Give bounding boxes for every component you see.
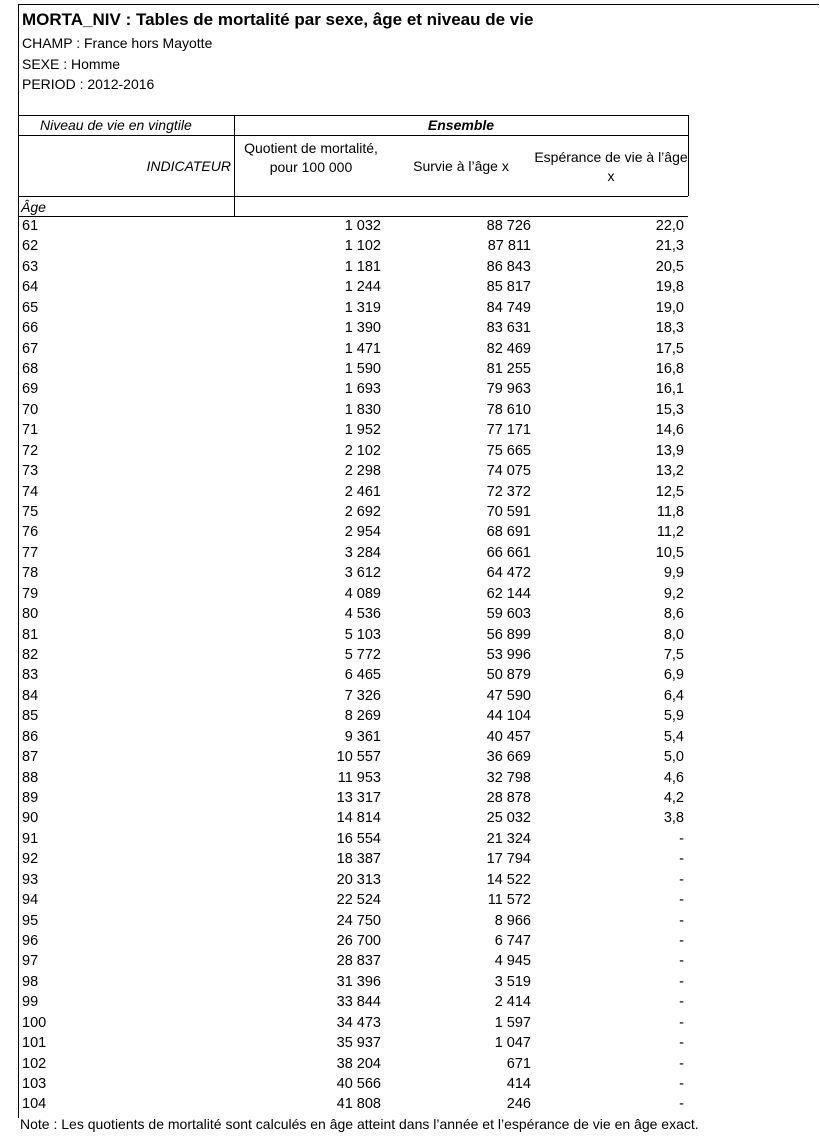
survie-cell: 32 798 [486, 769, 531, 786]
table-row [18, 911, 688, 931]
esperance-cell: - [679, 1076, 684, 1093]
esperance-cell: 18,3 [655, 320, 684, 337]
table-row [18, 584, 688, 604]
age-cell: 93 [22, 871, 39, 888]
age-cell: 84 [22, 687, 39, 704]
table-row [18, 931, 688, 951]
survie-cell: 62 144 [486, 585, 531, 602]
table-row [18, 706, 688, 726]
survie-cell: 70 591 [486, 504, 531, 521]
quotient-cell: 2 692 [344, 504, 381, 521]
esperance-cell: 22,0 [655, 218, 684, 234]
esperance-cell: - [679, 953, 684, 970]
esperance-cell: - [679, 994, 684, 1011]
survie-cell: 6 747 [494, 933, 531, 950]
age-cell: 65 [22, 299, 39, 316]
quotient-cell: 1 102 [344, 238, 381, 255]
survie-cell: 14 522 [486, 871, 531, 888]
esperance-cell: 7,5 [663, 647, 684, 664]
survie-cell: 11 572 [487, 892, 531, 909]
quotient-cell: 1 693 [344, 381, 381, 398]
esperance-cell: 4,2 [663, 790, 684, 807]
table-row [18, 441, 688, 461]
table-row [18, 890, 688, 910]
survie-cell: 75 665 [486, 442, 531, 459]
table-row [18, 870, 688, 890]
quotient-cell: 16 554 [336, 830, 381, 847]
quotient-cell: 3 284 [344, 544, 381, 561]
survie-cell: 21 324 [486, 830, 531, 847]
quotient-cell: 31 396 [336, 973, 381, 990]
period-label: PERIOD : 2012-2016 [22, 76, 155, 92]
sexe-label: SEXE : Homme [22, 56, 121, 72]
age-cell: 98 [22, 973, 39, 990]
table-row [18, 951, 688, 971]
table-row [18, 502, 688, 522]
table-row [18, 563, 688, 583]
age-cell: 68 [22, 361, 39, 377]
age-cell: 90 [22, 810, 39, 827]
quotient-cell: 1 471 [344, 340, 381, 357]
survie-cell: 83 631 [486, 320, 531, 337]
column-header-esperance: Espérance de vie à l’âge x [534, 149, 688, 184]
survie-cell: 64 472 [486, 565, 531, 582]
survie-cell: 2 414 [494, 994, 531, 1011]
table-row [18, 727, 688, 747]
table-row [18, 788, 688, 808]
survie-cell: 246 [506, 1096, 531, 1113]
quotient-cell: 4 089 [344, 585, 381, 602]
esperance-cell: 11,2 [656, 524, 684, 541]
table-row [18, 829, 688, 849]
table-row [18, 543, 688, 563]
age-cell: 94 [22, 892, 39, 909]
esperance-cell: 14,6 [655, 422, 684, 439]
esperance-cell: 13,2 [655, 463, 684, 480]
esperance-cell: 10,5 [655, 544, 684, 561]
age-cell: 83 [22, 667, 39, 684]
age-cell: 63 [22, 258, 39, 275]
survie-cell: 68 691 [486, 524, 531, 541]
esperance-cell: 8,6 [663, 606, 684, 623]
age-cell: 64 [22, 279, 39, 296]
table-row [18, 1074, 688, 1094]
survie-cell: 3 519 [494, 973, 531, 990]
table-row [18, 277, 688, 297]
quotient-cell: 1 830 [344, 401, 381, 418]
quotient-cell: 33 844 [336, 994, 381, 1011]
table-row [18, 1013, 688, 1033]
esperance-cell: 5,0 [663, 749, 684, 766]
group-header: Ensemble [427, 117, 495, 133]
table-row [18, 420, 688, 440]
esperance-cell: 12,5 [655, 483, 684, 500]
survie-cell: 86 843 [486, 258, 531, 275]
esperance-cell: - [679, 933, 684, 950]
quotient-cell: 9 361 [344, 728, 381, 745]
esperance-cell: - [679, 851, 684, 868]
quotient-cell: 24 750 [336, 912, 381, 929]
quotient-cell: 8 269 [344, 708, 381, 725]
survie-cell: 25 032 [486, 810, 531, 827]
age-cell: 72 [22, 442, 39, 459]
age-cell: 62 [22, 238, 39, 255]
table-row [18, 482, 688, 502]
esperance-cell: 19,8 [655, 279, 684, 296]
survie-cell: 8 966 [494, 912, 531, 929]
survie-cell: 87 811 [487, 238, 531, 255]
survie-cell: 28 878 [486, 790, 531, 807]
esperance-cell: 11,8 [656, 504, 684, 521]
quotient-cell: 40 566 [336, 1076, 381, 1093]
table-row [18, 992, 688, 1012]
age-cell: 82 [22, 647, 39, 664]
age-cell: 78 [22, 565, 39, 582]
table-row [18, 257, 688, 277]
table-row [18, 645, 688, 665]
table-row [18, 1033, 688, 1053]
age-cell: 75 [22, 504, 39, 521]
esperance-cell: 20,5 [655, 258, 684, 275]
survie-cell: 81 255 [486, 361, 531, 377]
quotient-cell: 7 326 [344, 687, 381, 704]
age-cell: 103 [22, 1076, 47, 1093]
table-row [18, 359, 688, 379]
survie-cell: 79 963 [486, 381, 531, 398]
age-cell: 67 [22, 340, 39, 357]
age-cell: 87 [22, 749, 39, 766]
quotient-cell: 35 937 [336, 1035, 381, 1052]
quotient-cell: 4 536 [344, 606, 381, 623]
age-cell: 85 [22, 708, 39, 725]
table-row [18, 686, 688, 706]
esperance-cell: 6,4 [663, 687, 684, 704]
esperance-cell: 13,9 [655, 442, 684, 459]
quotient-cell: 11 953 [337, 769, 381, 786]
quotient-cell: 26 700 [336, 933, 381, 950]
table-row [18, 768, 688, 788]
esperance-cell: 19,0 [655, 299, 684, 316]
page-title: MORTA_NIV : Tables de mortalité par sexe, âge et niveau de vie [22, 10, 534, 29]
survie-cell: 414 [506, 1076, 531, 1093]
survie-cell: 36 669 [486, 749, 531, 766]
quotient-cell: 14 814 [336, 810, 381, 827]
esperance-cell: 17,5 [655, 340, 684, 357]
table-row [18, 339, 688, 359]
age-cell: 73 [22, 463, 39, 480]
survie-cell: 72 372 [486, 483, 531, 500]
esperance-cell: 5,4 [663, 728, 684, 745]
quotient-cell: 10 557 [336, 749, 381, 766]
survie-cell: 17 794 [486, 851, 531, 868]
esperance-cell: 5,9 [663, 708, 684, 725]
quotient-cell: 13 317 [336, 790, 381, 807]
age-cell: 76 [22, 524, 39, 541]
table-row [18, 522, 688, 542]
age-cell: 100 [22, 1014, 47, 1031]
esperance-cell: 15,3 [655, 401, 684, 418]
age-cell: 69 [22, 381, 39, 398]
age-cell: 80 [22, 606, 39, 623]
age-cell: 74 [22, 483, 39, 500]
survie-cell: 671 [506, 1055, 531, 1072]
table-row [18, 298, 688, 318]
age-cell: 89 [22, 790, 39, 807]
age-cell: 96 [22, 933, 39, 950]
age-cell: 97 [22, 953, 39, 970]
age-cell: 77 [22, 544, 39, 561]
footnote: Note : Les quotients de mortalité sont calculés en âge atteint dans l’année et l’espérance de vie en âge exact. [20, 1116, 699, 1132]
age-cell: 99 [22, 994, 39, 1011]
survie-cell: 47 590 [486, 687, 531, 704]
quotient-cell: 6 465 [344, 667, 381, 684]
age-label: Âge [21, 199, 46, 215]
esperance-cell: - [679, 973, 684, 990]
age-cell: 86 [22, 728, 39, 745]
table-row [18, 849, 688, 869]
esperance-cell: - [679, 830, 684, 847]
table-row [18, 236, 688, 256]
survie-cell: 66 661 [486, 544, 531, 561]
table-row [18, 972, 688, 992]
esperance-cell: 21,3 [655, 238, 684, 255]
esperance-cell: 9,9 [663, 565, 684, 582]
table-row [18, 1054, 688, 1074]
esperance-cell: - [679, 1055, 684, 1072]
age-cell: 71 [22, 422, 39, 439]
quotient-cell: 1 319 [344, 299, 381, 316]
survie-cell: 53 996 [486, 647, 531, 664]
esperance-cell: 16,8 [655, 361, 684, 377]
esperance-cell: 4,6 [663, 769, 684, 786]
esperance-cell: - [679, 892, 684, 909]
quotient-cell: 2 954 [344, 524, 381, 541]
esperance-cell: 8,0 [663, 626, 684, 643]
table-row [18, 625, 688, 645]
champ-label: CHAMP : France hors Mayotte [22, 35, 213, 51]
age-cell: 91 [22, 830, 39, 847]
table-row [18, 216, 688, 236]
survie-cell: 44 104 [486, 708, 531, 725]
table-row [18, 400, 688, 420]
column-header-quotient: Quotient de mortalité, pour 100 000 [244, 140, 378, 175]
age-cell: 61 [22, 218, 39, 234]
quotient-cell: 22 524 [336, 892, 381, 909]
quotient-cell: 5 103 [344, 626, 381, 643]
survie-cell: 84 749 [486, 299, 531, 316]
quotient-cell: 34 473 [336, 1014, 381, 1031]
survie-cell: 77 171 [486, 422, 531, 439]
quotient-cell: 28 837 [336, 953, 381, 970]
quotient-cell: 5 772 [344, 647, 381, 664]
age-cell: 95 [22, 912, 39, 929]
esperance-cell: - [679, 1035, 684, 1052]
survie-cell: 1 047 [494, 1035, 531, 1052]
survie-cell: 82 469 [486, 340, 531, 357]
age-cell: 81 [22, 626, 39, 643]
quotient-cell: 18 387 [336, 851, 381, 868]
quotient-cell: 1 590 [344, 361, 381, 377]
age-cell: 104 [22, 1096, 47, 1113]
age-cell: 70 [22, 401, 39, 418]
survie-cell: 56 899 [486, 626, 531, 643]
table-row [18, 604, 688, 624]
survie-cell: 50 879 [486, 667, 531, 684]
survie-cell: 74 075 [486, 463, 531, 480]
quotient-cell: 41 808 [336, 1096, 381, 1113]
quotient-cell: 1 390 [344, 320, 381, 337]
quotient-cell: 1 244 [344, 279, 381, 296]
column-header-survie: Survie à l’âge x [413, 158, 509, 174]
survie-cell: 78 610 [486, 401, 531, 418]
table-row [18, 808, 688, 828]
table-row [18, 461, 688, 481]
quotient-cell: 20 313 [336, 871, 381, 888]
age-cell: 66 [22, 320, 39, 337]
quotient-cell: 2 461 [344, 483, 381, 500]
survie-cell: 4 945 [494, 953, 531, 970]
table-row [18, 747, 688, 767]
esperance-cell: 3,8 [663, 810, 684, 827]
esperance-cell: - [679, 1096, 684, 1113]
esperance-cell: - [679, 912, 684, 929]
esperance-cell: 6,9 [663, 667, 684, 684]
esperance-cell: - [679, 871, 684, 888]
row-header-label: Niveau de vie en vingtile [40, 117, 192, 133]
survie-cell: 85 817 [486, 279, 531, 296]
survie-cell: 40 457 [486, 728, 531, 745]
quotient-cell: 2 298 [344, 463, 381, 480]
quotient-cell: 1 952 [344, 422, 381, 439]
esperance-cell: 16,1 [655, 381, 684, 398]
quotient-cell: 1 032 [344, 218, 381, 234]
age-cell: 92 [22, 851, 39, 868]
age-cell: 102 [22, 1055, 47, 1072]
table-row [18, 379, 688, 399]
quotient-cell: 38 204 [336, 1055, 381, 1072]
esperance-cell: - [679, 1014, 684, 1031]
age-cell: 101 [22, 1035, 47, 1052]
age-cell: 79 [22, 585, 39, 602]
survie-cell: 1 597 [494, 1014, 531, 1031]
table-row [18, 665, 688, 685]
esperance-cell: 9,2 [663, 585, 684, 602]
table-row [18, 1094, 688, 1114]
survie-cell: 88 726 [486, 218, 531, 234]
table-row [18, 318, 688, 338]
indicator-label: INDICATEUR [146, 158, 231, 174]
quotient-cell: 2 102 [344, 442, 381, 459]
survie-cell: 59 603 [486, 606, 531, 623]
quotient-cell: 1 181 [344, 258, 381, 275]
quotient-cell: 3 612 [344, 565, 381, 582]
age-cell: 88 [22, 769, 39, 786]
